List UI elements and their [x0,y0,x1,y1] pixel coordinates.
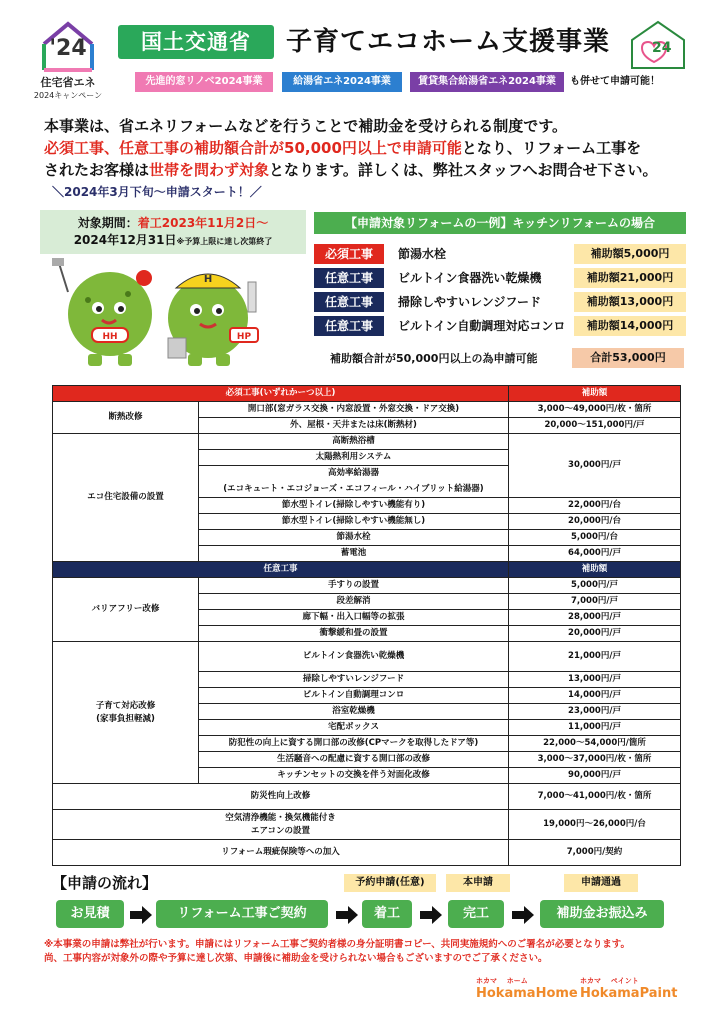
example-heading: 【申請対象リフォームの一例】キッチンリフォームの場合 [314,212,686,234]
example-row [314,244,686,264]
item-cell: 節水型トイレ(掃除しやすい機能無し) [199,514,509,530]
item-cell: 段差解消 [199,594,509,610]
table-row [53,434,681,450]
amount-cell: 19,000円～26,000円/台 [509,810,681,840]
example-item-name: ビルトイン食器洗い乾燥機 [398,271,542,285]
brand-kana [476,976,578,986]
brand-kana-2: ホーム [506,977,528,985]
item-cell: 生活騒音への配慮に資する開口部の改修 [199,752,509,768]
period-label: 対象期間： [77,216,138,230]
footnote-line: ※本事業の申請は弊社が行います。申請にはリフォーム工事ご契約者様の身分証明書コピー、共同実施規約へのご署名が必要となります。 [44,939,630,950]
logo-subtext: 2024キャンペーン [33,91,103,100]
table-header-required [53,386,681,402]
item-cell: 外、屋根・天井または床(断熱材) [199,418,509,434]
amount-cell: 11,000円/戸 [509,720,681,736]
period-end [40,231,306,248]
flow-stage-tag: 本申請 [446,874,510,892]
period-note: ※予算上限に達し次第終了 [176,237,273,246]
amount-cell: 28,000円/戸 [509,610,681,626]
amount-cell: 20,000円/戸 [509,626,681,642]
item-cell: ビルトイン自動調理コンロ [199,688,509,704]
table-header-cell: 補助額 [509,562,681,578]
amount-cell: 14,000円/戸 [509,688,681,704]
item-cell: 高断熱浴槽 [199,434,509,450]
mascot-cap-letter: H [203,274,213,285]
logo-number: 24 [652,40,672,56]
table-row [53,784,681,810]
table-header-cell: 補助額 [509,386,681,402]
item-cell: 防犯性の向上に資する開口部の改修(CPマークを取得したドア等) [199,736,509,752]
example-row [314,316,686,336]
item-cell: 宅配ボックス [199,720,509,736]
intro-text [44,115,704,181]
ministry-label: 国土交通省 [118,25,274,59]
optional-work-badge: 任意工事 [314,316,384,336]
logo-number: '24 [49,36,87,61]
item-cell: 浴室乾燥機 [199,704,509,720]
eco-home-logo [628,18,688,70]
item-cell: 蓄電池 [199,546,509,562]
category-cell: エコ住宅設備の設置 [53,434,199,562]
schedule-banner: ＼2024年3月下旬～申請スタート！／ [52,185,262,199]
related-program-tag: 給湯省エネ2024事業 [282,72,402,92]
amount-cell: 7,000円/契約 [509,840,681,866]
item-cell: 防災性向上改修 [53,784,509,810]
brand-name-1: Hokama [580,986,640,1001]
amount-cell: 3,000～49,000円/枚・箇所 [509,402,681,418]
amount-cell: 22,000～54,000円/箇所 [509,736,681,752]
amount-cell: 20,000～151,000円/戸 [509,418,681,434]
mascot-badge-right: HP [236,332,252,342]
item-cell: 節水型トイレ(掃除しやすい機能有り) [199,498,509,514]
intro-line [44,159,704,181]
amount-cell: 22,000円/台 [509,498,681,514]
item-cell: 掃除しやすいレンジフード [199,672,509,688]
example-item-name: ビルトイン自動調理対応コンロ [398,319,566,333]
amount-cell: 21,000円/戸 [509,642,681,672]
intro-text-span: となり、リフォーム工事を [461,139,642,157]
period-start [40,214,306,231]
required-work-badge: 必須工事 [314,244,384,264]
example-item-amount: 補助額5,000円 [574,244,686,264]
table-header-cell: 必須工事(いずれかーつ以上) [53,386,509,402]
amount-cell: 23,000円/戸 [509,704,681,720]
intro-text-span: されたお客様は [44,161,150,179]
example-item-amount: 補助額21,000円 [574,268,686,288]
amount-cell: 5,000円/台 [509,530,681,546]
category-cell: 断熱改修 [53,402,199,434]
subsidy-table [52,385,681,866]
flow-step: 着工 [362,900,412,928]
related-program-tag: 先進的窓リノベ2024事業 [135,72,273,92]
mascot-illustration [48,258,280,370]
item-line: 空気清浄機能・換気機能付き [225,812,336,823]
flow-step: リフォーム工事ご契約 [156,900,328,928]
item-cell: キッチンセットの交換を伴う対面化改修 [199,768,509,784]
item-cell: 太陽熱利用システム [199,450,509,466]
optional-work-badge: 任意工事 [314,292,384,312]
category-cell: バリアフリー改修 [53,578,199,642]
brand-kana [580,976,677,986]
brand-logo-home [476,976,578,1001]
period-start-date: 着工2023年11月2日～ [137,216,269,230]
example-row [314,268,686,288]
item-cell: 開口部(窓ガラス交換・内窓設置・外窓交換・ドア交換) [199,402,509,418]
mascot-badge-left: HH [102,332,118,342]
flow-step: 補助金お振込み [540,900,664,928]
category-cell [53,642,199,784]
amount-cell: 7,000～41,000円/枚・箇所 [509,784,681,810]
brand-logo-paint [580,976,677,1001]
brand-name-2: Home [535,986,578,1001]
intro-line: 本事業は、省エネリフォームなどを行うことで補助金を受けられる制度です。 [44,117,568,135]
logo-text: 住宅省エネ [40,76,96,89]
table-header-cell: 任意工事 [53,562,509,578]
amount-cell: 13,000円/戸 [509,672,681,688]
target-period [40,210,306,254]
item-cell: 衝撃緩和畳の設置 [199,626,509,642]
category-sublabel: (家事負担軽減) [96,713,155,724]
amount-cell: 3,000～37,000円/枚・箇所 [509,752,681,768]
flow-step: 完工 [448,900,504,928]
amount-cell: 5,000円/戸 [509,578,681,594]
related-program-note: も併せて申請可能！ [570,76,660,87]
intro-line [44,137,704,159]
item-cell: ビルトイン食器洗い乾燥機 [199,642,509,672]
example-item-amount: 補助額14,000円 [574,316,686,336]
intro-highlight: 世帯を問わず対象 [149,161,270,179]
brand-name [476,986,578,1001]
amount-cell: 30,000円/戸 [509,434,681,498]
brand-name-2: Paint [639,986,678,1001]
brand-kana-1: ホカマ [580,977,601,985]
footnotes [44,938,704,966]
item-cell: リフォーム瑕疵保険等への加入 [53,840,509,866]
flow-step: お見積 [56,900,124,928]
example-item-amount: 補助額13,000円 [574,292,686,312]
total-condition-label: 補助額合計が50,000円以上の為申請可能 [330,352,538,365]
table-row [53,840,681,866]
brand-name [580,986,677,1001]
brand-name-1: Hokama [476,986,536,1001]
total-amount: 合計53,000円 [572,348,684,368]
item-cell: 手すりの設置 [199,578,509,594]
amount-cell: 64,000円/戸 [509,546,681,562]
item-cell: 廊下幅・出入口幅等の拡張 [199,610,509,626]
item-cell: (エコキュート・エコジョーズ・エコフィール・ハイブリット給湯器) [199,482,509,498]
amount-cell: 90,000円/戸 [509,768,681,784]
item-line: エアコンの設置 [250,825,311,836]
flow-stage-tag: 申請通過 [564,874,638,892]
house-logo-icon [40,20,96,72]
item-cell [53,810,509,840]
table-row [53,810,681,840]
table-row [53,402,681,418]
campaign-logo [32,20,104,106]
period-end-date: 2024年12月31日 [73,233,177,247]
table-row [53,578,681,594]
intro-text-span: となります。詳しくは、弊社スタッフへお問合せ下さい。 [269,161,658,179]
table-header-optional [53,562,681,578]
item-cell: 高効率給湯器 [199,466,509,482]
flow-stage-tag: 予約申請(任意) [344,874,436,892]
item-cell: 節湯水栓 [199,530,509,546]
optional-work-badge: 任意工事 [314,268,384,288]
example-item-name: 節湯水栓 [398,247,447,261]
table-row [53,642,681,672]
intro-highlight: 必須工事、任意工事の補助額合計が50,000円以上で申請可能 [44,139,462,157]
brand-kana-2: ペイント [610,977,639,985]
example-row [314,292,686,312]
page-title: 子育てエコホーム支援事業 [286,27,611,57]
related-program-tag: 賃貸集合給湯省エネ2024事業 [410,72,564,92]
amount-cell: 20,000円/台 [509,514,681,530]
brand-kana-1: ホカマ [476,977,497,985]
category-label: 子育て対応改修 [95,700,156,711]
amount-cell: 7,000円/戸 [509,594,681,610]
example-item-name: 掃除しやすいレンジフード [398,295,542,309]
flow-title: 【申請の流れ】 [52,874,158,892]
footnote-line: 尚、工事内容が対象外の際や予算に達し次第、申請後に補助金を受けられない場合もございますのでご了承ください。 [44,953,548,964]
